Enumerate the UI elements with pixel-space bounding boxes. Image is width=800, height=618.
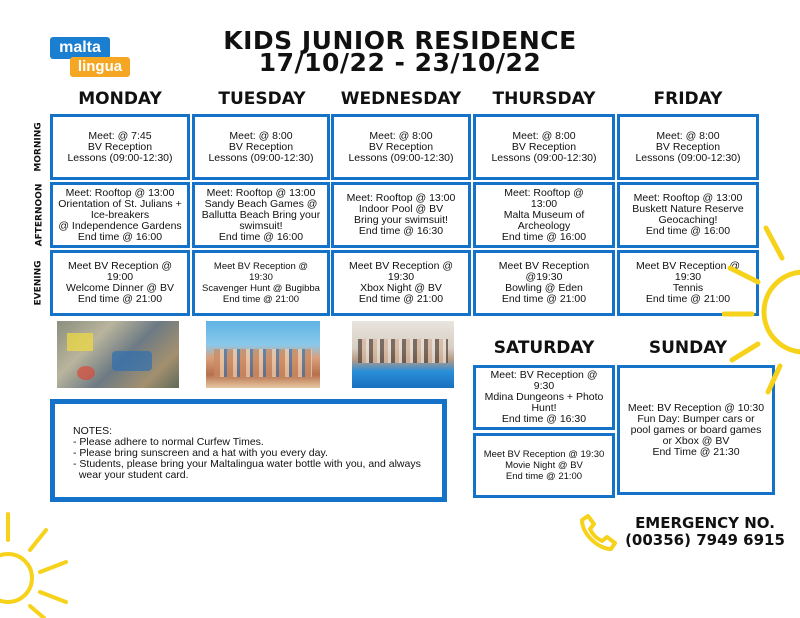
notes-line: - Students, please bring your Maltalingua water bottle with you, and always wear your student card. [73, 458, 421, 481]
cell-line: Malta Museum of [503, 208, 585, 221]
cell-line: BV Reception [655, 140, 721, 153]
emergency-label: EMERGENCY NO. [635, 514, 775, 532]
cell-line: Fun Day: Bumper cars or [637, 412, 755, 425]
cell-line: Sandy Beach Games @ [204, 197, 318, 210]
cell-saturday-evening [473, 433, 615, 498]
cell-line: BV Reception [87, 140, 153, 153]
cell-line: Welcome Dinner @ BV [66, 282, 174, 294]
cell-line: Lessons (09:00-12:30) [208, 151, 314, 164]
cell-line: Meet: @ 8:00 [656, 129, 720, 142]
cell-wednesday-evening [331, 250, 471, 316]
day-header-tuesday: TUESDAY [218, 89, 306, 109]
cell-line: Meet: Rooftop @ 13:00 [206, 186, 316, 199]
cell-line: End time @ 16:30 [358, 225, 444, 237]
cell-line: Lessons (09:00-12:30) [348, 151, 454, 164]
date-range: 17/10/22 - 23/10/22 [258, 48, 542, 77]
cell-line: End time @ 16:00 [218, 230, 304, 243]
cell-line: Meet: Rooftop @ 13:00 [65, 186, 175, 199]
cell-line: Bring your swimsuit! [354, 214, 448, 226]
cell-line: End time @ 16:00 [501, 230, 587, 243]
day-header-monday: MONDAY [78, 89, 162, 109]
cell-line: Meet: @ 8:00 [512, 129, 576, 142]
cell-wednesday-morning [331, 114, 471, 180]
cell-line: swimsuit! [239, 219, 283, 232]
cell-line: End time @ 21:00 [77, 293, 163, 305]
cell-thursday-afternoon [473, 182, 615, 248]
cell-line: Movie Night @ BV [505, 460, 583, 471]
logo-text-lingua: lingua [77, 58, 123, 75]
cell-line: End time @ 21:00 [501, 293, 587, 305]
cell-line: 19:30 [249, 272, 273, 283]
day-header-saturday: SATURDAY [493, 338, 595, 358]
cell-thursday-evening [473, 250, 615, 316]
cell-line: Meet: BV Reception @ 10:30 [627, 401, 765, 414]
cell-line: 19:30 [674, 271, 702, 283]
notes-box [50, 399, 447, 502]
cell-line: Xbox Night @ BV [360, 282, 442, 294]
phone-icon [578, 512, 618, 552]
cell-line: Orientation of St. Julians + [58, 197, 182, 210]
cell-line: Tennis [672, 282, 704, 294]
cell-line: Geocaching! [658, 214, 718, 226]
cell-monday-evening [50, 250, 190, 316]
cell-line: Archeology [517, 219, 571, 232]
cell-line: Meet BV Reception @ [67, 260, 173, 272]
cell-line: End Time @ 21:30 [652, 445, 740, 458]
cell-line: Meet: @ 8:00 [229, 129, 293, 142]
cell-line: Indoor Pool @ BV [358, 203, 444, 215]
cell-line: Meet BV Reception @ [635, 260, 741, 272]
cell-line: Mdina Dungeons + Photo [484, 391, 604, 403]
cell-line: Lessons (09:00-12:30) [635, 151, 741, 164]
cell-line: Meet: @ 7:45 [88, 129, 152, 142]
cell-thursday-morning [473, 114, 615, 180]
cell-line: Meet: @ 8:00 [369, 129, 433, 142]
cell-line: Meet: Rooftop @ 13:00 [346, 192, 456, 204]
cell-line: Meet BV Reception @19:30 [498, 260, 590, 283]
cell-line: End time @ 16:30 [501, 413, 587, 425]
cell-friday-morning [617, 114, 759, 180]
cell-line: End time @ 16:00 [77, 230, 163, 243]
cell-line: 19:30 [387, 271, 415, 283]
cell-line: BV Reception [511, 140, 577, 153]
photo-beach-group [206, 321, 320, 388]
day-header-wednesday: WEDNESDAY [340, 89, 462, 109]
cell-line: 13:00 [530, 197, 558, 210]
page-title: KIDS JUNIOR RESIDENCE [223, 26, 577, 55]
cell-line: Meet BV Reception @ [213, 261, 309, 272]
cell-line: BV Reception [228, 140, 294, 153]
cell-line: Meet: BV Reception @ 9:30 [490, 369, 598, 392]
cell-line: End time @ 21:00 [505, 471, 583, 482]
cell-saturday-day [473, 365, 615, 430]
photo-pool-group [352, 321, 454, 388]
row-label-evening: EVENING [34, 260, 44, 306]
cell-line: Meet: Rooftop @ [504, 186, 584, 199]
notes-heading: NOTES: [73, 425, 113, 437]
cell-line: End time @ 21:00 [222, 294, 300, 305]
emergency-number: (00356) 7949 6915 [625, 531, 785, 549]
cell-line: Lessons (09:00-12:30) [491, 151, 597, 164]
day-header-sunday: SUNDAY [648, 338, 728, 358]
cell-line: Meet BV Reception @ 19:30 [483, 449, 605, 460]
row-label-afternoon: AFTERNOON [34, 183, 45, 247]
cell-line: End time @ 21:00 [645, 293, 731, 305]
day-header-thursday: THURSDAY [492, 89, 596, 109]
cell-line: Hunt! [531, 402, 557, 414]
cell-line: BV Reception [368, 140, 434, 153]
cell-monday-morning [50, 114, 190, 180]
notes-line: - Please adhere to normal Curfew Times. [73, 436, 264, 448]
cell-tuesday-morning [192, 114, 330, 180]
notes-line: - Please bring sunscreen and a hat with you every day. [73, 447, 328, 459]
cell-line: Meet: Rooftop @ 13:00 [633, 192, 743, 204]
cell-line: 19:00 [106, 271, 134, 283]
cell-line: @ Independence Gardens [58, 219, 182, 232]
cell-line: Buskett Nature Reserve [632, 203, 744, 215]
cell-line: Ice-breakers [90, 208, 150, 221]
cell-monday-afternoon [50, 182, 190, 248]
cell-tuesday-afternoon [192, 182, 330, 248]
cell-line: End time @ 16:00 [645, 225, 731, 237]
logo-text-malta: malta [59, 39, 101, 56]
day-header-friday: FRIDAY [653, 89, 723, 109]
cell-line: End time @ 21:00 [358, 293, 444, 305]
sun-icon [0, 500, 80, 618]
row-label-morning: MORNING [34, 122, 44, 172]
cell-line: Bowling @ Eden [505, 282, 583, 294]
cell-wednesday-afternoon [331, 182, 471, 248]
photo-orientation-group [57, 321, 179, 388]
cell-line: or Xbox @ BV [662, 434, 730, 447]
cell-tuesday-evening [192, 250, 330, 316]
cell-line: pool games or board games [630, 423, 762, 436]
cell-line: Ballutta Beach Bring your [201, 208, 321, 221]
sun-icon [722, 220, 800, 400]
cell-line: Lessons (09:00-12:30) [67, 151, 173, 164]
cell-line: Meet BV Reception @ [348, 260, 454, 272]
cell-line: Scavenger Hunt @ Bugibba [202, 283, 320, 294]
